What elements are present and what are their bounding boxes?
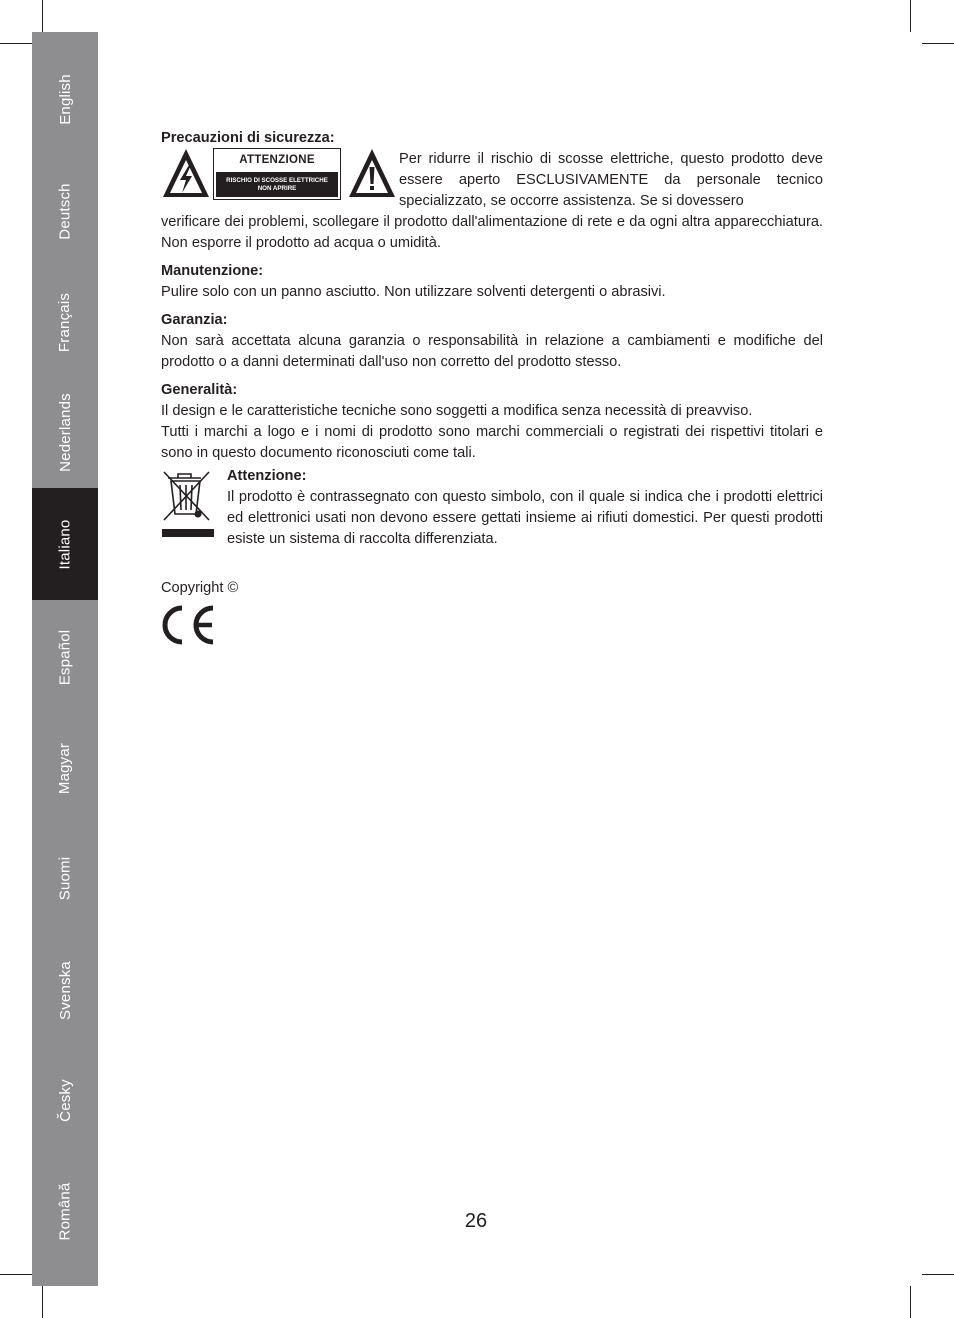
safety-text-continued: verificare dei problemi, scollegare il prodotto dall'alimentazione di rete e da ogni altra apparecchiatura. Non esporre il prodotto ad acqua o umidità.: [161, 214, 823, 251]
attention-label-subtitle: [216, 172, 338, 197]
ce-mark-icon: [161, 603, 217, 647]
crop-mark: [0, 43, 32, 44]
crop-mark: [0, 1274, 32, 1275]
section-heading: Attenzione:: [227, 468, 307, 484]
copyright-text: Copyright ©: [161, 580, 239, 596]
tab-label: Français: [56, 292, 74, 352]
main-content: [161, 128, 823, 654]
safety-warning-row: [161, 149, 823, 209]
general-text: Il design e le caratteristiche tecniche sono soggetti a modifica senza necessità di preavviso.: [161, 403, 753, 419]
language-tabs-sidebar: [32, 32, 98, 1286]
attention-text-block: [227, 466, 823, 550]
safety-text: Per ridurre il rischio di scosse elettriche, questo prodotto deve essere aperto ESCLUSIVAMENTE da personale tecnico specializzato, se occorre assistenza. Se si dovessero: [399, 151, 823, 209]
tab-english[interactable]: [32, 44, 98, 154]
tab-label: Svenska: [56, 960, 74, 1020]
attention-label-line: NON APRIRE: [257, 184, 297, 192]
tab-espanol[interactable]: [32, 602, 98, 712]
attention-label-box: [213, 148, 341, 200]
crop-mark: [42, 0, 43, 32]
tab-italiano[interactable]: [32, 488, 98, 600]
tab-suomi[interactable]: [32, 823, 98, 933]
tab-cesky[interactable]: [32, 1045, 98, 1155]
warranty-section: [161, 310, 823, 373]
crop-mark: [42, 1286, 43, 1318]
section-heading: Generalità:: [161, 382, 238, 398]
maintenance-text: Pulire solo con un panno asciutto. Non utilizzare solventi detergenti o abrasivi.: [161, 284, 666, 300]
tab-label: Nederlands: [56, 392, 74, 472]
weee-crossed-bin-icon: [161, 466, 215, 540]
crop-mark: [922, 43, 954, 44]
crop-mark: [910, 1286, 911, 1318]
general-section: [161, 380, 823, 464]
tab-label: Deutsch: [56, 182, 74, 240]
page-number: 26: [464, 1210, 488, 1232]
warranty-text: Non sarà accettata alcuna garanzia o responsabilità in relazione a cambiamenti e modifiche del prodotto o a danni determinati dall'uso non corretto del prodotto stesso.: [161, 333, 823, 370]
section-heading: Manutenzione:: [161, 263, 264, 279]
general-text: Tutti i marchi a logo e i nomi di prodotto sono marchi commerciali o registrati dei rispettivi titolari e sono in questo documento riconosciuti come tali.: [161, 424, 823, 461]
attention-label-title: ATTENZIONE: [239, 154, 315, 166]
crop-mark: [922, 1274, 954, 1275]
shock-warning-label: [161, 149, 399, 205]
lightning-warning-icon: [161, 147, 211, 199]
tab-label: Italiano: [56, 519, 74, 569]
attention-text: Il prodotto è contrassegnato con questo simbolo, con il quale si indica che i prodotti elettrici ed elettronici usati non devono essere gettati insieme ai rifiuti domestici. Per questi prodotti esiste un sistema di raccolta differenziata.: [227, 489, 823, 547]
tab-nederlands[interactable]: [32, 377, 98, 487]
section-heading: Precauzioni di sicurezza:: [161, 130, 335, 146]
maintenance-section: [161, 261, 823, 303]
tab-deutsch[interactable]: [32, 156, 98, 266]
tab-label: English: [56, 73, 74, 125]
safety-section: [161, 128, 823, 254]
tab-label: Česky: [56, 1078, 74, 1122]
attention-label-line: RISCHIO DI SCOSSE ELETTRICHE: [226, 176, 328, 184]
exclamation-warning-icon: [347, 147, 397, 199]
tab-label: Magyar: [56, 742, 74, 794]
tab-magyar[interactable]: [32, 713, 98, 823]
section-heading: Garanzia:: [161, 312, 228, 328]
tab-svenska[interactable]: [32, 935, 98, 1045]
tab-label: Suomi: [56, 856, 74, 900]
tab-romana[interactable]: [32, 1156, 98, 1266]
tab-label: Español: [56, 629, 74, 685]
crop-mark: [910, 0, 911, 32]
tab-francais[interactable]: [32, 267, 98, 377]
attention-section: [161, 466, 823, 550]
tab-label: Română: [56, 1182, 74, 1240]
